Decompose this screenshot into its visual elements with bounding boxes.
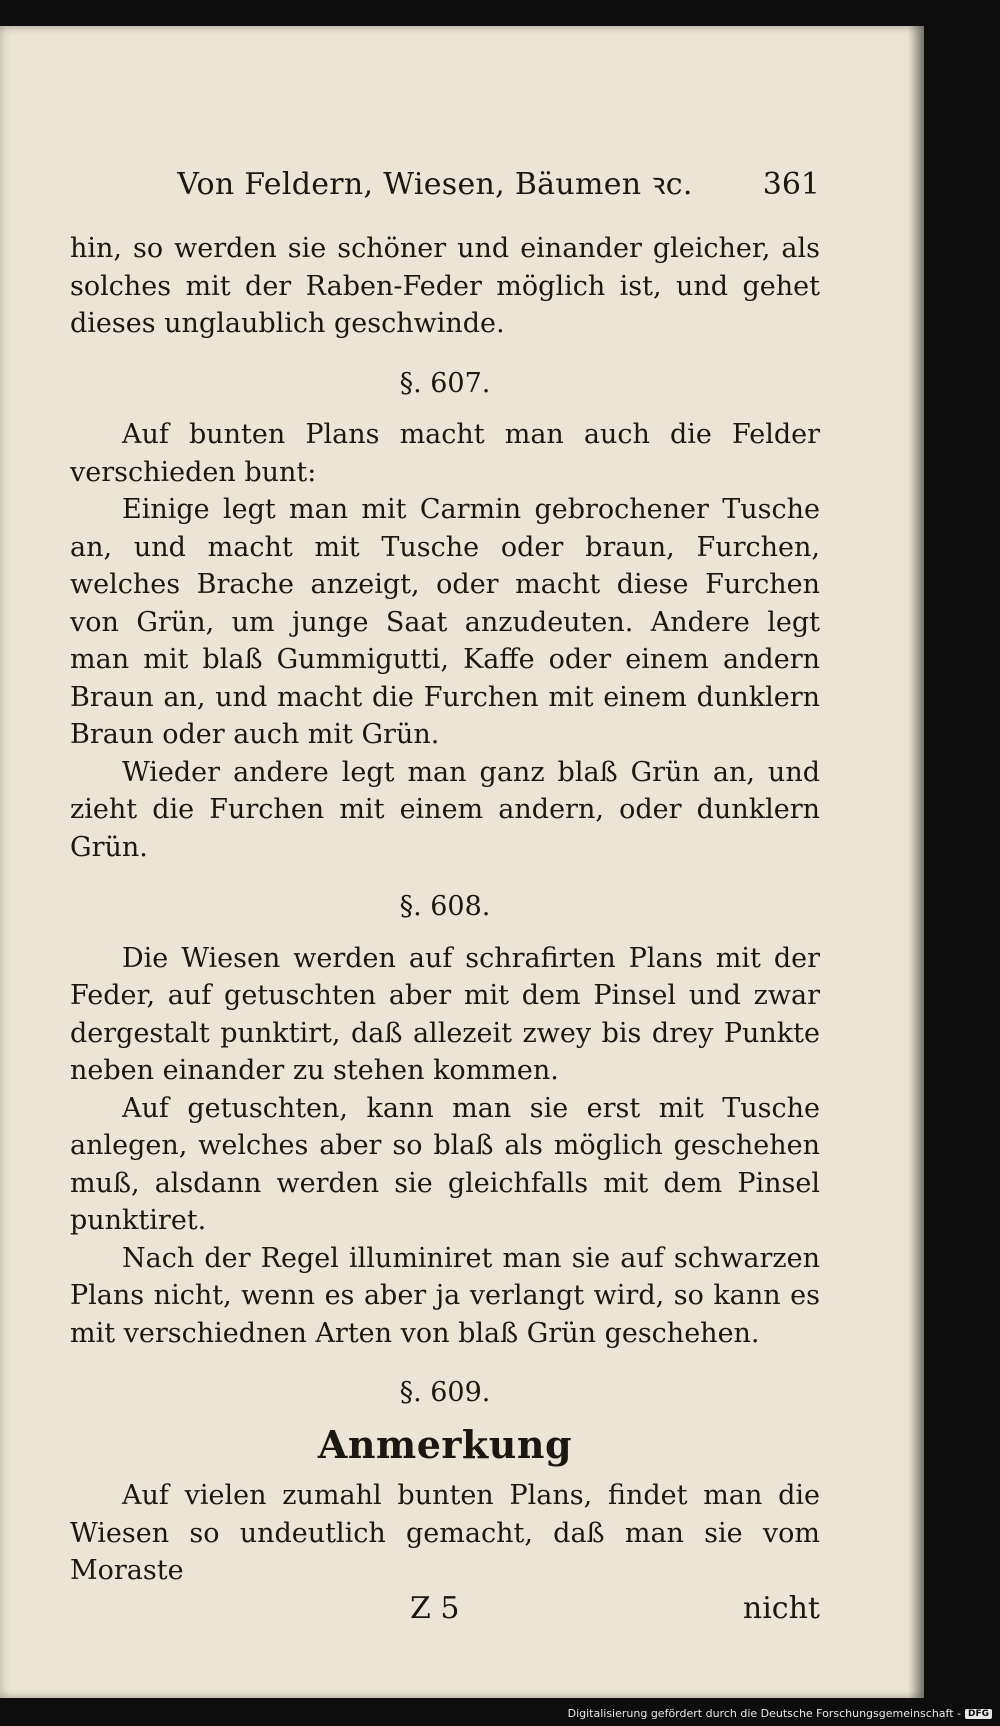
running-title: Von Feldern, Wiesen, Bäumen ꝛc.: [177, 167, 693, 202]
paragraph-608-3: Nach der Regel illuminiret man sie auf schwarzen Plans nicht, wenn es aber ja verlangt wird, so kann es mit verschiednen Arten von blaß Grün geschehen.: [70, 1242, 820, 1349]
signature-mark: Z 5: [410, 1590, 460, 1626]
page-edge-shadow: [908, 26, 924, 1698]
page-number: 361: [762, 167, 820, 202]
paragraph-609-1: Auf vielen zumahl bunten Plans, findet man die Wiesen so undeutlich gemacht, daß man sie vom Moraste: [70, 1480, 820, 1586]
paragraph-607-3: Wieder andere legt man ganz blaß Grün an, und zieht die Furchen mit einem andern, oder dunklern Grün.: [70, 756, 820, 863]
paragraph-608-2: Auf getuschten, kann man sie erst mit Tusche anlegen, welches aber so blaß als möglich geschehen muß, alsdann werden sie gleichfalls mit dem Pinsel punktiret.: [70, 1092, 820, 1236]
paragraph-608-1: Die Wiesen werden auf schrafirten Plans mit der Feder, auf getuschten aber mit dem Pinsel und zwar dergestalt punktirt, daß allezeit zwey bis drey Punkte neben einander zu stehen kommen.: [70, 942, 820, 1086]
dfg-logo-icon: DFG: [965, 1709, 992, 1719]
section-number-608: §. 608.: [399, 891, 491, 922]
section-number-607: §. 607.: [399, 367, 491, 399]
paragraph-607-1: Auf bunten Plans macht man auch die Felder verschieden bunt:: [70, 419, 820, 488]
book-page: [0, 26, 924, 1698]
paragraph-607-2: Einige legt man mit Carmin gebrochener Tusche an, und macht mit Tusche oder braun, Furchen, welches Brache anzeigt, oder macht diese Furchen von Grün, um junge Saat anzudeuten. Andere legt man mit blaß Gummigutti, Kaffe oder einem andern Braun an, und macht die Furchen mit einem dunklern Braun oder auch mit Grün.: [70, 494, 820, 750]
page-text: [70, 126, 820, 1627]
section-number-609: §. 609.: [399, 1377, 491, 1408]
credit-text: Digitalisierung gefördert durch die Deutsche Forschungsgemeinschaft -: [567, 1707, 961, 1720]
page-header: [110, 126, 820, 228]
page-footer: [70, 1590, 820, 1628]
catchword: nicht: [742, 1590, 820, 1626]
digitization-credit: [568, 1707, 992, 1720]
paragraph-continued: hin, so werden sie schöner und einander gleicher, als solches mit der Raben-Feder möglich ist, und gehet dieses unglaublich geschwinde.: [70, 233, 820, 339]
section-heading-anmerkung: Anmerkung: [317, 1421, 573, 1467]
